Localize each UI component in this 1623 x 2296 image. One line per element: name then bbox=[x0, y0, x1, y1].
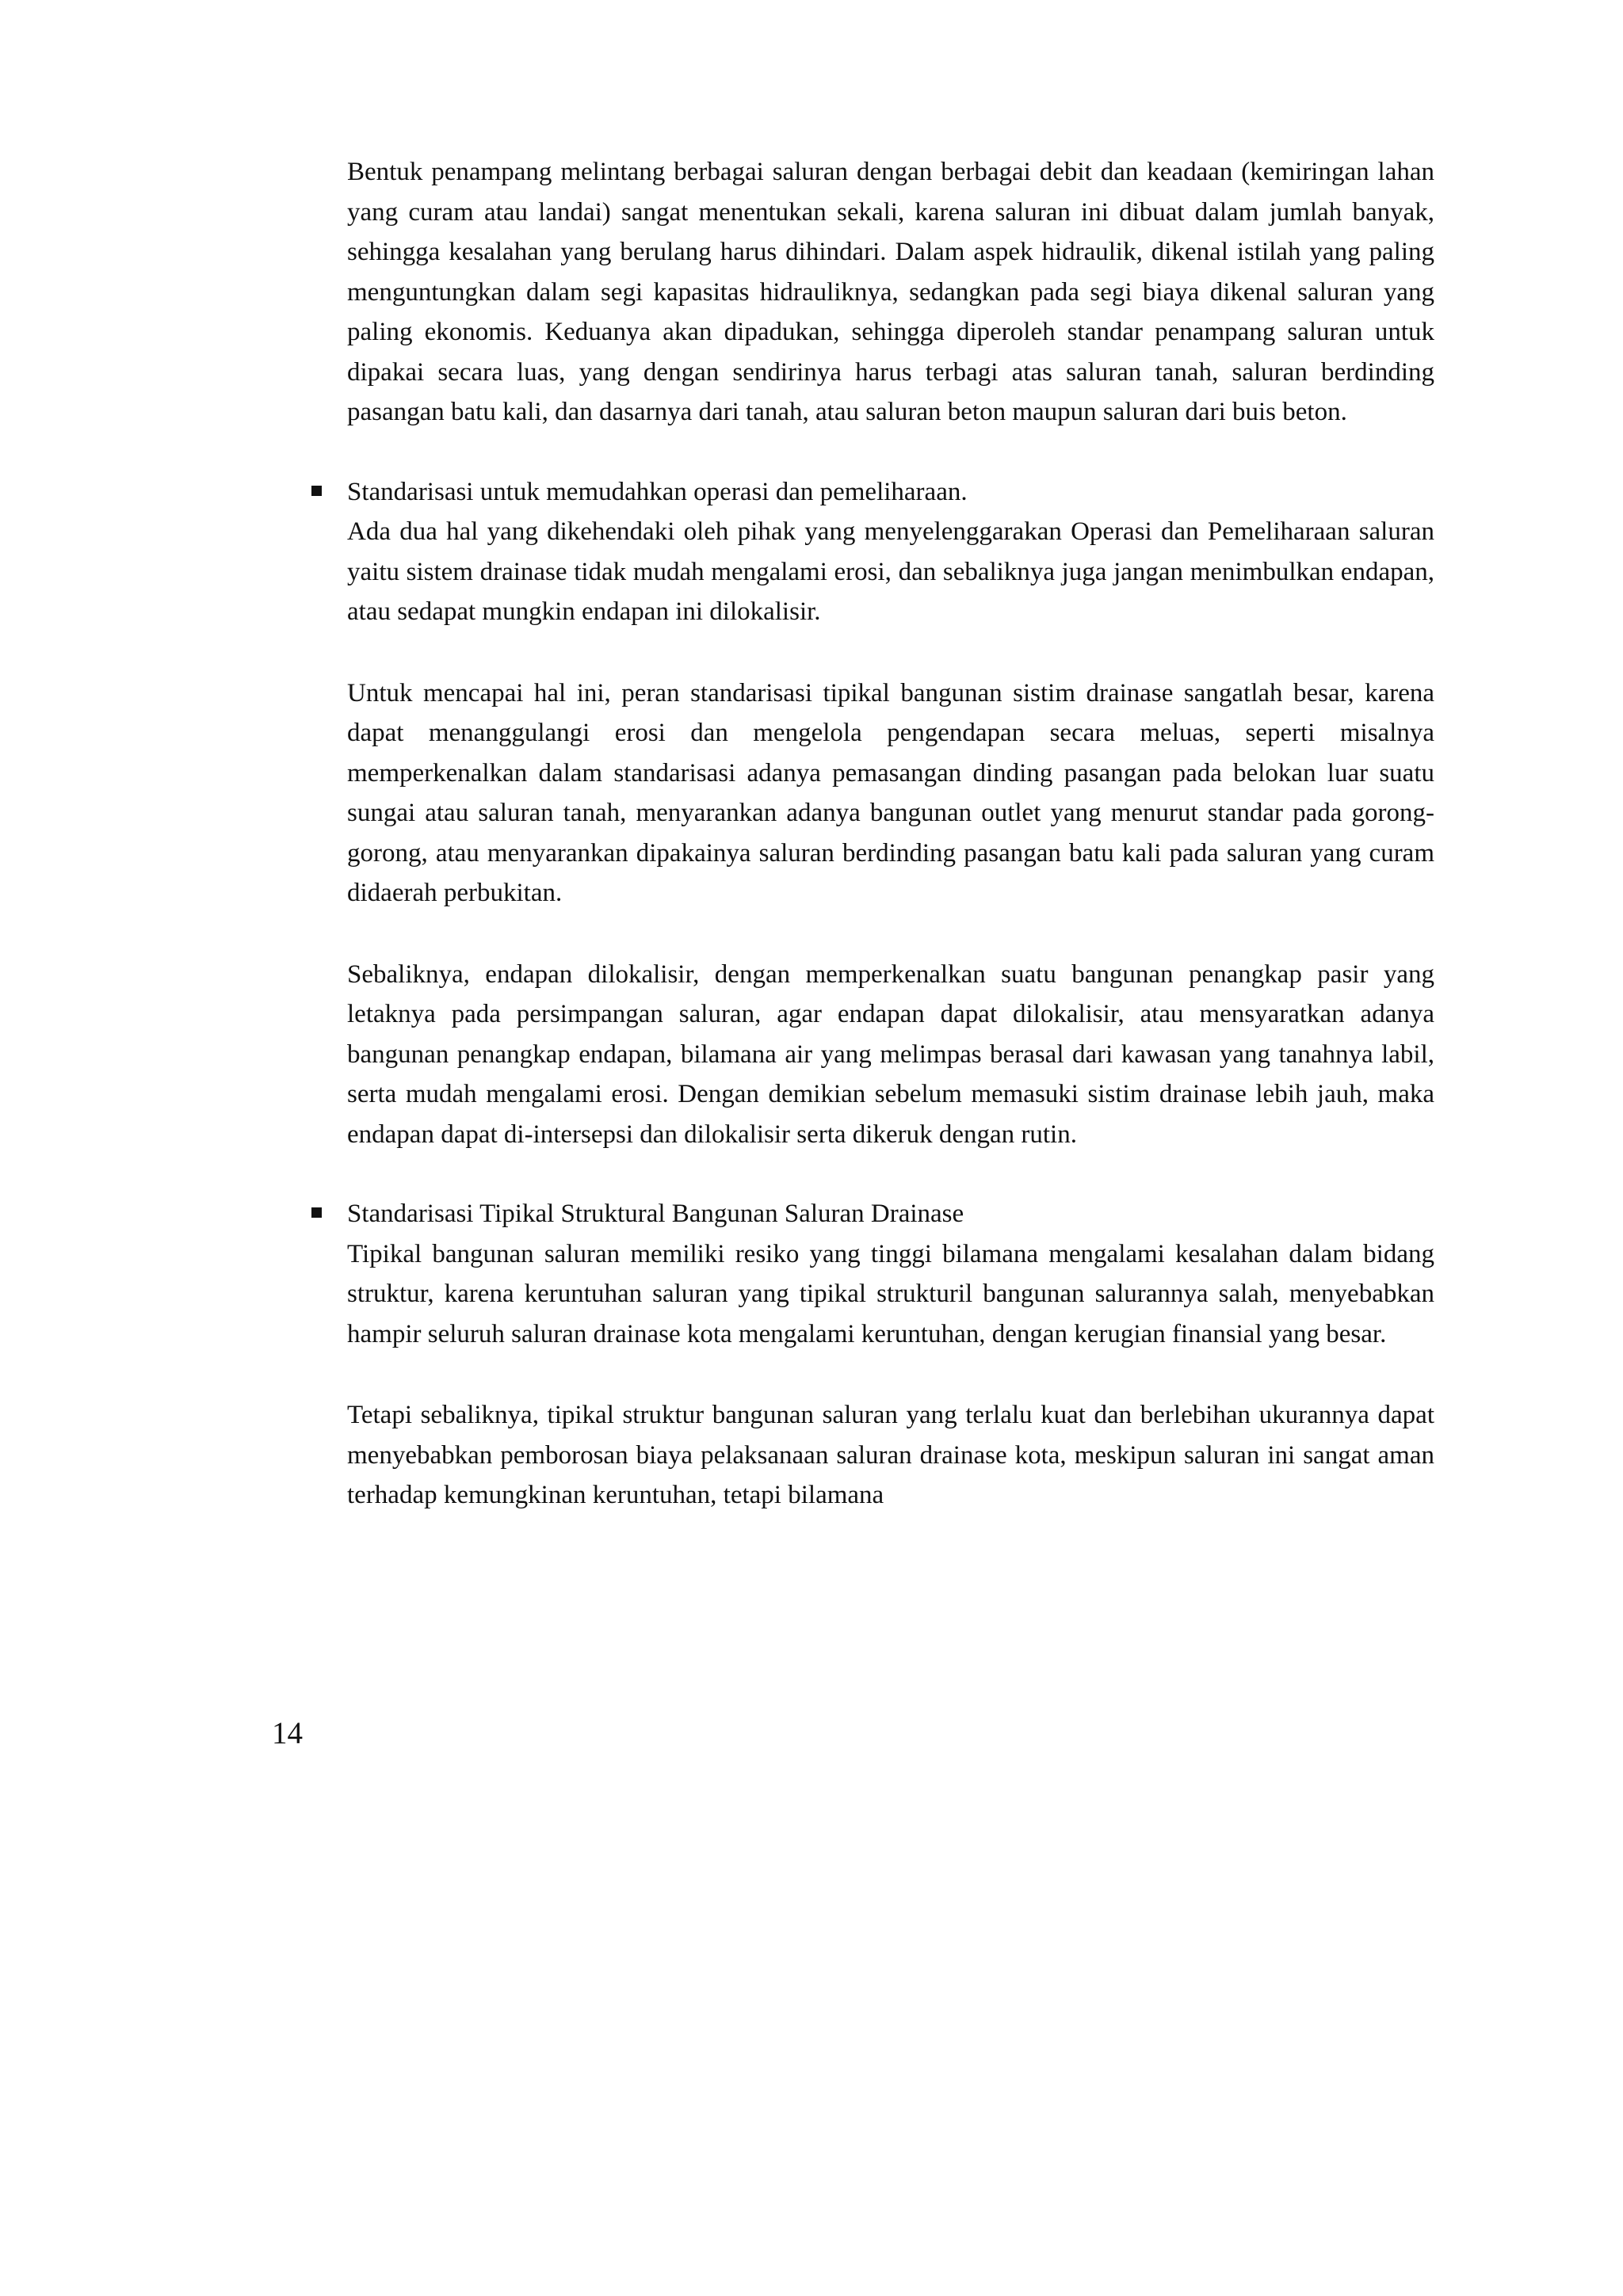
intro-paragraph: Bentuk penampang melintang berbagai saluran dengan berbagai debit dan keadaan (kemiringan lahan yang curam atau landai) sangat menentukan sekali, karena saluran ini dibuat dalam jumlah banyak, sehingga kesalahan yang berulang harus dihindari. Dalam aspek hidraulik, dikenal istilah yang paling menguntungkan dalam segi kapasitas hidrauliknya, sedangkan pada segi biaya dikenal saluran yang paling ekonomis. Keduanya akan dipadukan, sehingga diperoleh standar penampang saluran untuk dipakai secara luas, yang dengan sendirinya harus terbagi atas saluran tanah, saluran berdinding pasangan batu kali, dan dasarnya dari tanah, atau saluran beton maupun saluran dari buis beton. bbox=[347, 158, 1434, 426]
page-number: 14 bbox=[272, 1716, 303, 1750]
section-title: Standarisasi untuk memudahkan operasi dan pemeliharaan. bbox=[347, 477, 968, 506]
section-paragraph: Tetapi sebaliknya, tipikal struktur bangunan saluran yang terlalu kuat dan berlebihan ukurannya dapat menyebabkan pemborosan biaya pelaksanaan saluran drainase kota, meskipun saluran ini sangat aman terhadap kemungkinan keruntuhan, tetapi bilamana bbox=[347, 1401, 1434, 1509]
section-paragraph: Untuk mencapai hal ini, peran standarisasi tipikal bangunan sistim drainase sangatlah besar, karena dapat menanggulangi erosi dan mengelola pengendapan secara meluas, seperti misalnya memperkenalkan dalam standarisasi adanya pemasangan dinding pasangan pada belokan luar suatu sungai atau saluran tanah, menyarankan adanya bangunan outlet yang menurut standar pada gorong-gorong, atau menyarankan dipakainya saluran berdinding pasangan batu kali pada saluran yang curam didaerah perbukitan. bbox=[347, 678, 1434, 907]
page-body bbox=[347, 152, 1434, 1516]
section-title: Standarisasi Tipikal Struktural Bangunan Saluran Drainase bbox=[347, 1199, 964, 1228]
section-paragraph: Ada dua hal yang dikehendaki oleh pihak yang menyelenggarakan Operasi dan Pemeliharaan saluran yaitu sistem drainase tidak mudah mengalami erosi, dan sebaliknya juga jangan menimbulkan endapan, atau sedapat mungkin endapan ini dilokalisir. bbox=[347, 517, 1434, 626]
square-bullet-icon bbox=[311, 486, 322, 496]
section-operation-maintenance bbox=[347, 472, 1434, 1155]
section-paragraph: Tipikal bangunan saluran memiliki resiko yang tinggi bilamana mengalami kesalahan dalam bidang struktur, karena keruntuhan saluran yang tipikal strukturil bangunan salurannya salah, menyebabkan hampir seluruh saluran drainase kota mengalami keruntuhan, dengan kerugian finansial yang besar. bbox=[347, 1239, 1434, 1348]
section-structural-typical bbox=[347, 1194, 1434, 1516]
square-bullet-icon bbox=[311, 1207, 322, 1218]
section-paragraph: Sebaliknya, endapan dilokalisir, dengan memperkenalkan suatu bangunan penangkap pasir yang letaknya pada persimpangan saluran, agar endapan dapat dilokalisir, atau mensyaratkan adanya bangunan penangkap endapan, bilamana air yang melimpas berasal dari kawasan yang tanahnya labil, serta mudah mengalami erosi. Dengan demikian sebelum memasuki sistim drainase lebih jauh, maka endapan dapat di-intersepsi dan dilokalisir serta dikeruk dengan rutin. bbox=[347, 959, 1434, 1149]
